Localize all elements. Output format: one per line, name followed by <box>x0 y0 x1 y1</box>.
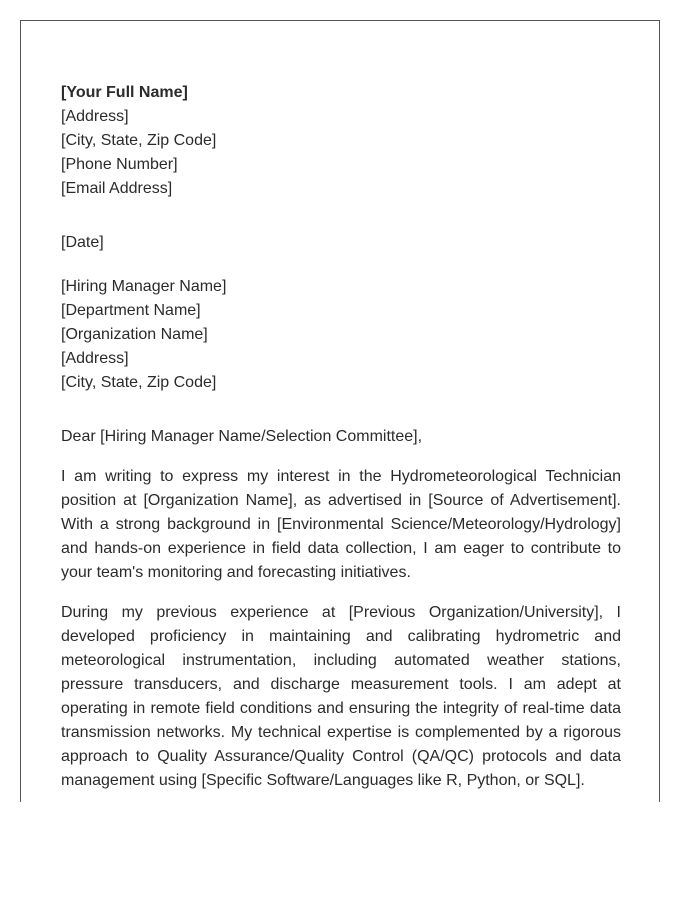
recipient-block <box>61 275 621 395</box>
sender-address: [Address] <box>61 108 129 125</box>
recipient-organization: [Organization Name] <box>61 326 208 343</box>
sender-phone: [Phone Number] <box>61 156 178 173</box>
sender-name: [Your Full Name] <box>61 84 188 101</box>
body-paragraph-2: During my previous experience at [Previous Organization/University], I developed proficiency in maintaining and calibrating hydrometric and meteorological instrumentation, including automated weather stations, pressure transducers, and discharge measurement tools. I am adept at operating in remote field conditions and ensuring the integrity of real-time data transmission networks. My technical expertise is complemented by a rigorous approach to Quality Assurance/Quality Control (QA/QC) protocols and data management using [Specific Software/Languages like R, Python, or SQL]. <box>61 604 621 789</box>
recipient-address: [Address] <box>61 350 129 367</box>
sender-email: [Email Address] <box>61 180 173 197</box>
recipient-department: [Department Name] <box>61 302 201 319</box>
sender-block <box>61 81 621 201</box>
recipient-city-state-zip: [City, State, Zip Code] <box>61 374 217 391</box>
body-paragraph-1: I am writing to express my interest in the Hydrometeorological Technician position at [Organization Name], as advertised in [Source of Advertisement]. With a strong background in [Environmental Science/Meteorology/Hydrology] and hands-on experience in field data collection, I am eager to contribute to your team's monitoring and forecasting initiatives. <box>61 468 621 581</box>
sender-city-state-zip: [City, State, Zip Code] <box>61 132 217 149</box>
letter-content <box>61 81 621 793</box>
letter-date: [Date] <box>61 234 104 251</box>
letter-page <box>20 20 660 802</box>
recipient-manager: [Hiring Manager Name] <box>61 278 227 295</box>
salutation: Dear [Hiring Manager Name/Selection Committee], <box>61 428 423 445</box>
